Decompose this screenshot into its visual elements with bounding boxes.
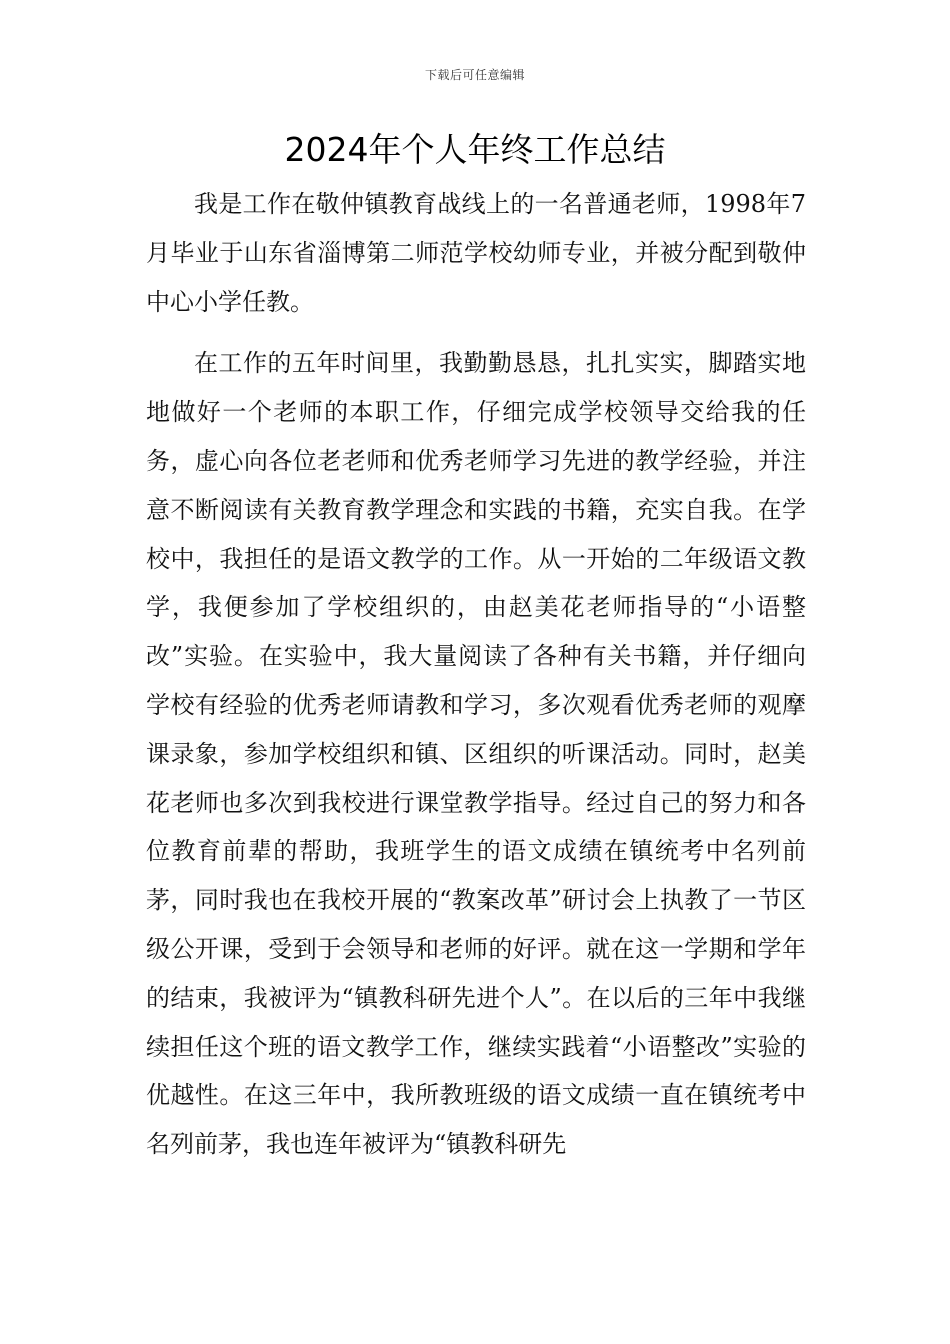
paragraph: 在工作的五年时间里，我勤勤恳恳，扎扎实实，脚踏实地地做好一个老师的本职工作，仔细完成学校领导交给我的任务，虚心向各位老老师和优秀老师学习先进的教学经验，并注意不断阅读有关教育教学理念和实践的书籍，充实自我。在学校中，我担任的是语文教学的工作。从一开始的二年级语文教学，我便参加了学校组织的，由赵美花老师指导的“小语整改”实验。在实验中，我大量阅读了各种有关书籍，并仔细向学校有经验的优秀老师请教和学习，多次观看优秀老师的观摩课录象，参加学校组织和镇、区组织的听课活动。同时，赵美花老师也多次到我校进行课堂教学指导。经过自己的努力和各位教育前辈的帮助，我班学生的语文成绩在镇统考中名列前茅，同时我也在我校开展的“教案改革”研讨会上执教了一节区级公开课，受到于会领导和老师的好评。就在这一学期和学年的结束，我被评为“镇教科研先进个人”。在以后的三年中我继续担任这个班的语文教学工作，继续实践着“小语整改”实验的优越性。在这三年中，我所教班级的语文成绩一直在镇统考中名列前茅，我也连年被评为“镇教科研先 — [146, 349, 806, 1159]
document-body — [146, 180, 806, 1169]
header-note: 下载后可任意编辑 — [424, 68, 525, 82]
paragraph: 我是工作在敬仲镇教育战线上的一名普通老师，1998年7月毕业于山东省淄博第二师范学校幼师专业，并被分配到敬仲中心小学任教。 — [146, 190, 806, 316]
document-title: 2024年个人年终工作总结 — [284, 130, 666, 169]
